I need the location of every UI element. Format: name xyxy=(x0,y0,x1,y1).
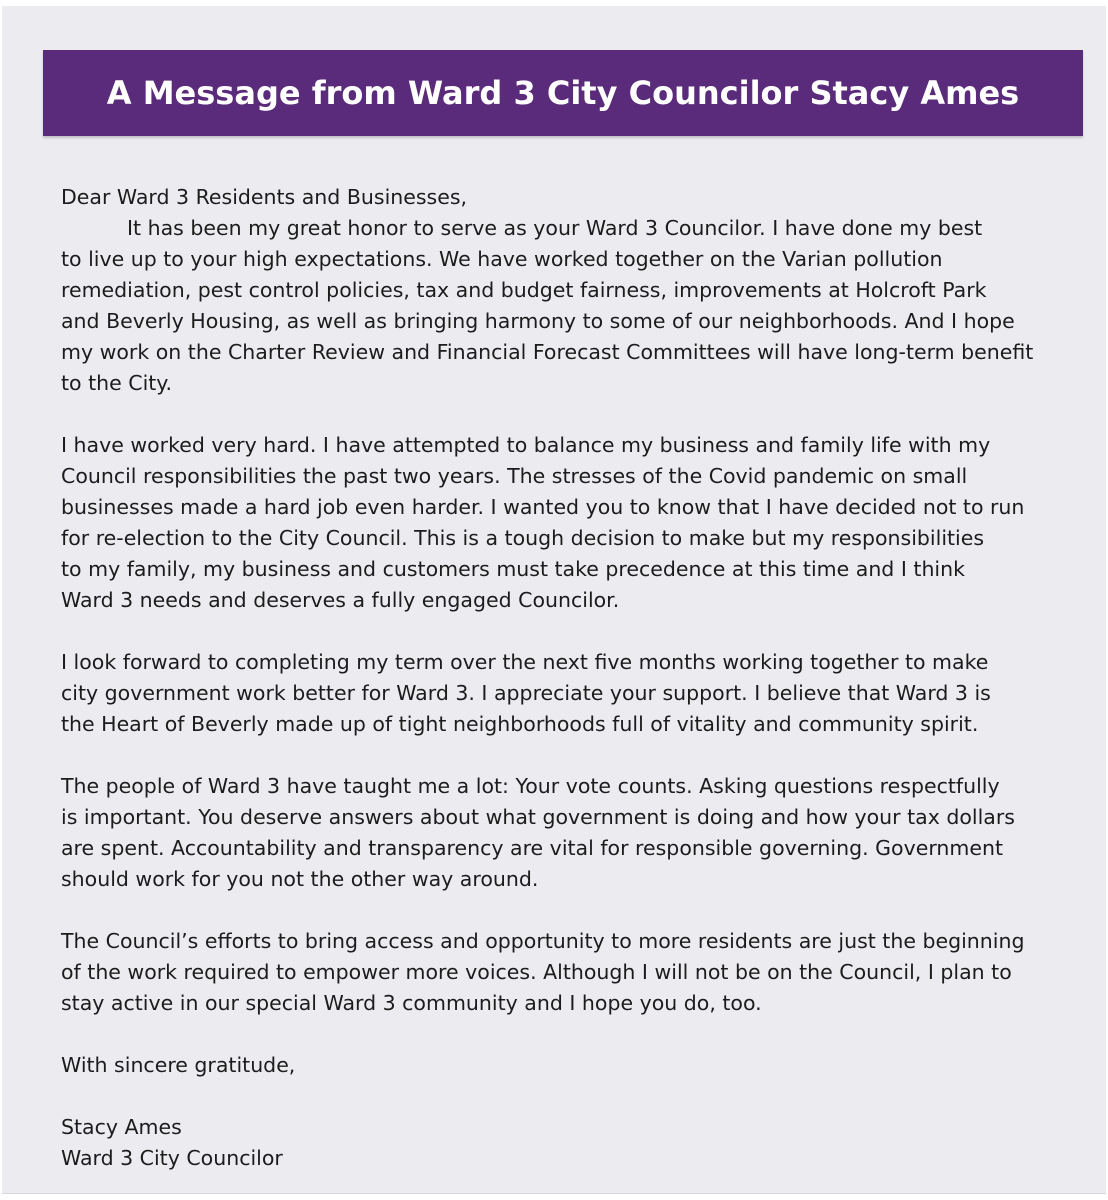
paragraph-line: the Heart of Beverly made up of tight neighborhoods full of vitality and community spirit. xyxy=(61,712,979,736)
paragraph-spacer xyxy=(61,616,1091,647)
page-title: A Message from Ward 3 City Councilor Stacy Ames xyxy=(106,74,1020,112)
paragraph-line: Ward 3 needs and deserves a fully engaged Councilor. xyxy=(61,588,620,612)
paragraph-line: stay active in our special Ward 3 community and I hope you do, too. xyxy=(61,991,762,1015)
paragraph-line: to live up to your high expectations. We have worked together on the Varian pollution xyxy=(61,247,943,271)
paragraph-line: remediation, pest control policies, tax and budget fairness, improvements at Holcroft Park xyxy=(61,278,987,302)
paragraph-line: I look forward to completing my term over the next five months working together to make xyxy=(61,650,989,674)
paragraph-spacer xyxy=(61,399,1091,430)
closing: With sincere gratitude, xyxy=(61,1053,296,1077)
paragraph-line: for re-election to the City Council. This is a tough decision to make but my responsibilities xyxy=(61,526,985,550)
paragraph-line: is important. You deserve answers about what government is doing and how your tax dollars xyxy=(61,805,1015,829)
paragraph-line: Council responsibilities the past two years. The stresses of the Covid pandemic on small xyxy=(61,464,968,488)
paragraph-line: businesses made a hard job even harder. I wanted you to know that I have decided not to run xyxy=(61,495,1025,519)
paragraph-spacer xyxy=(61,1019,1091,1050)
paragraph-line: should work for you not the other way around. xyxy=(61,867,539,891)
paragraph-line: I have worked very hard. I have attempted to balance my business and family life with my xyxy=(61,433,991,457)
salutation: Dear Ward 3 Residents and Businesses, xyxy=(61,185,468,209)
paragraph-line: The people of Ward 3 have taught me a lot: Your vote counts. Asking questions respectfully xyxy=(61,774,1000,798)
paragraph-line: city government work better for Ward 3. I appreciate your support. I believe that Ward 3 is xyxy=(61,681,991,705)
paragraph-line: my work on the Charter Review and Financial Forecast Committees will have long-term benefit xyxy=(61,340,1034,364)
paragraph-line: to my family, my business and customers must take precedence at this time and I think xyxy=(61,557,965,581)
header-banner xyxy=(43,50,1083,136)
paragraph-line: and Beverly Housing, as well as bringing harmony to some of our neighborhoods. And I hope xyxy=(61,309,1015,333)
paragraph-line: are spent. Accountability and transparency are vital for responsible governing. Government xyxy=(61,836,1003,860)
signature-title: Ward 3 City Councilor xyxy=(61,1146,283,1170)
paragraph-spacer xyxy=(61,895,1091,926)
paragraph-line: to the City. xyxy=(61,371,173,395)
signature-name: Stacy Ames xyxy=(61,1115,182,1139)
paragraph-line: of the work required to empower more voices. Although I will not be on the Council, I plan to xyxy=(61,960,1012,984)
paragraph-spacer xyxy=(61,1081,1091,1112)
paragraph-line: The Council’s efforts to bring access and opportunity to more residents are just the beginning xyxy=(61,929,1025,953)
letter-body xyxy=(61,182,1091,1174)
paragraph-spacer xyxy=(61,740,1091,771)
paragraph-line: It has been my great honor to serve as your Ward 3 Councilor. I have done my best xyxy=(127,216,983,240)
